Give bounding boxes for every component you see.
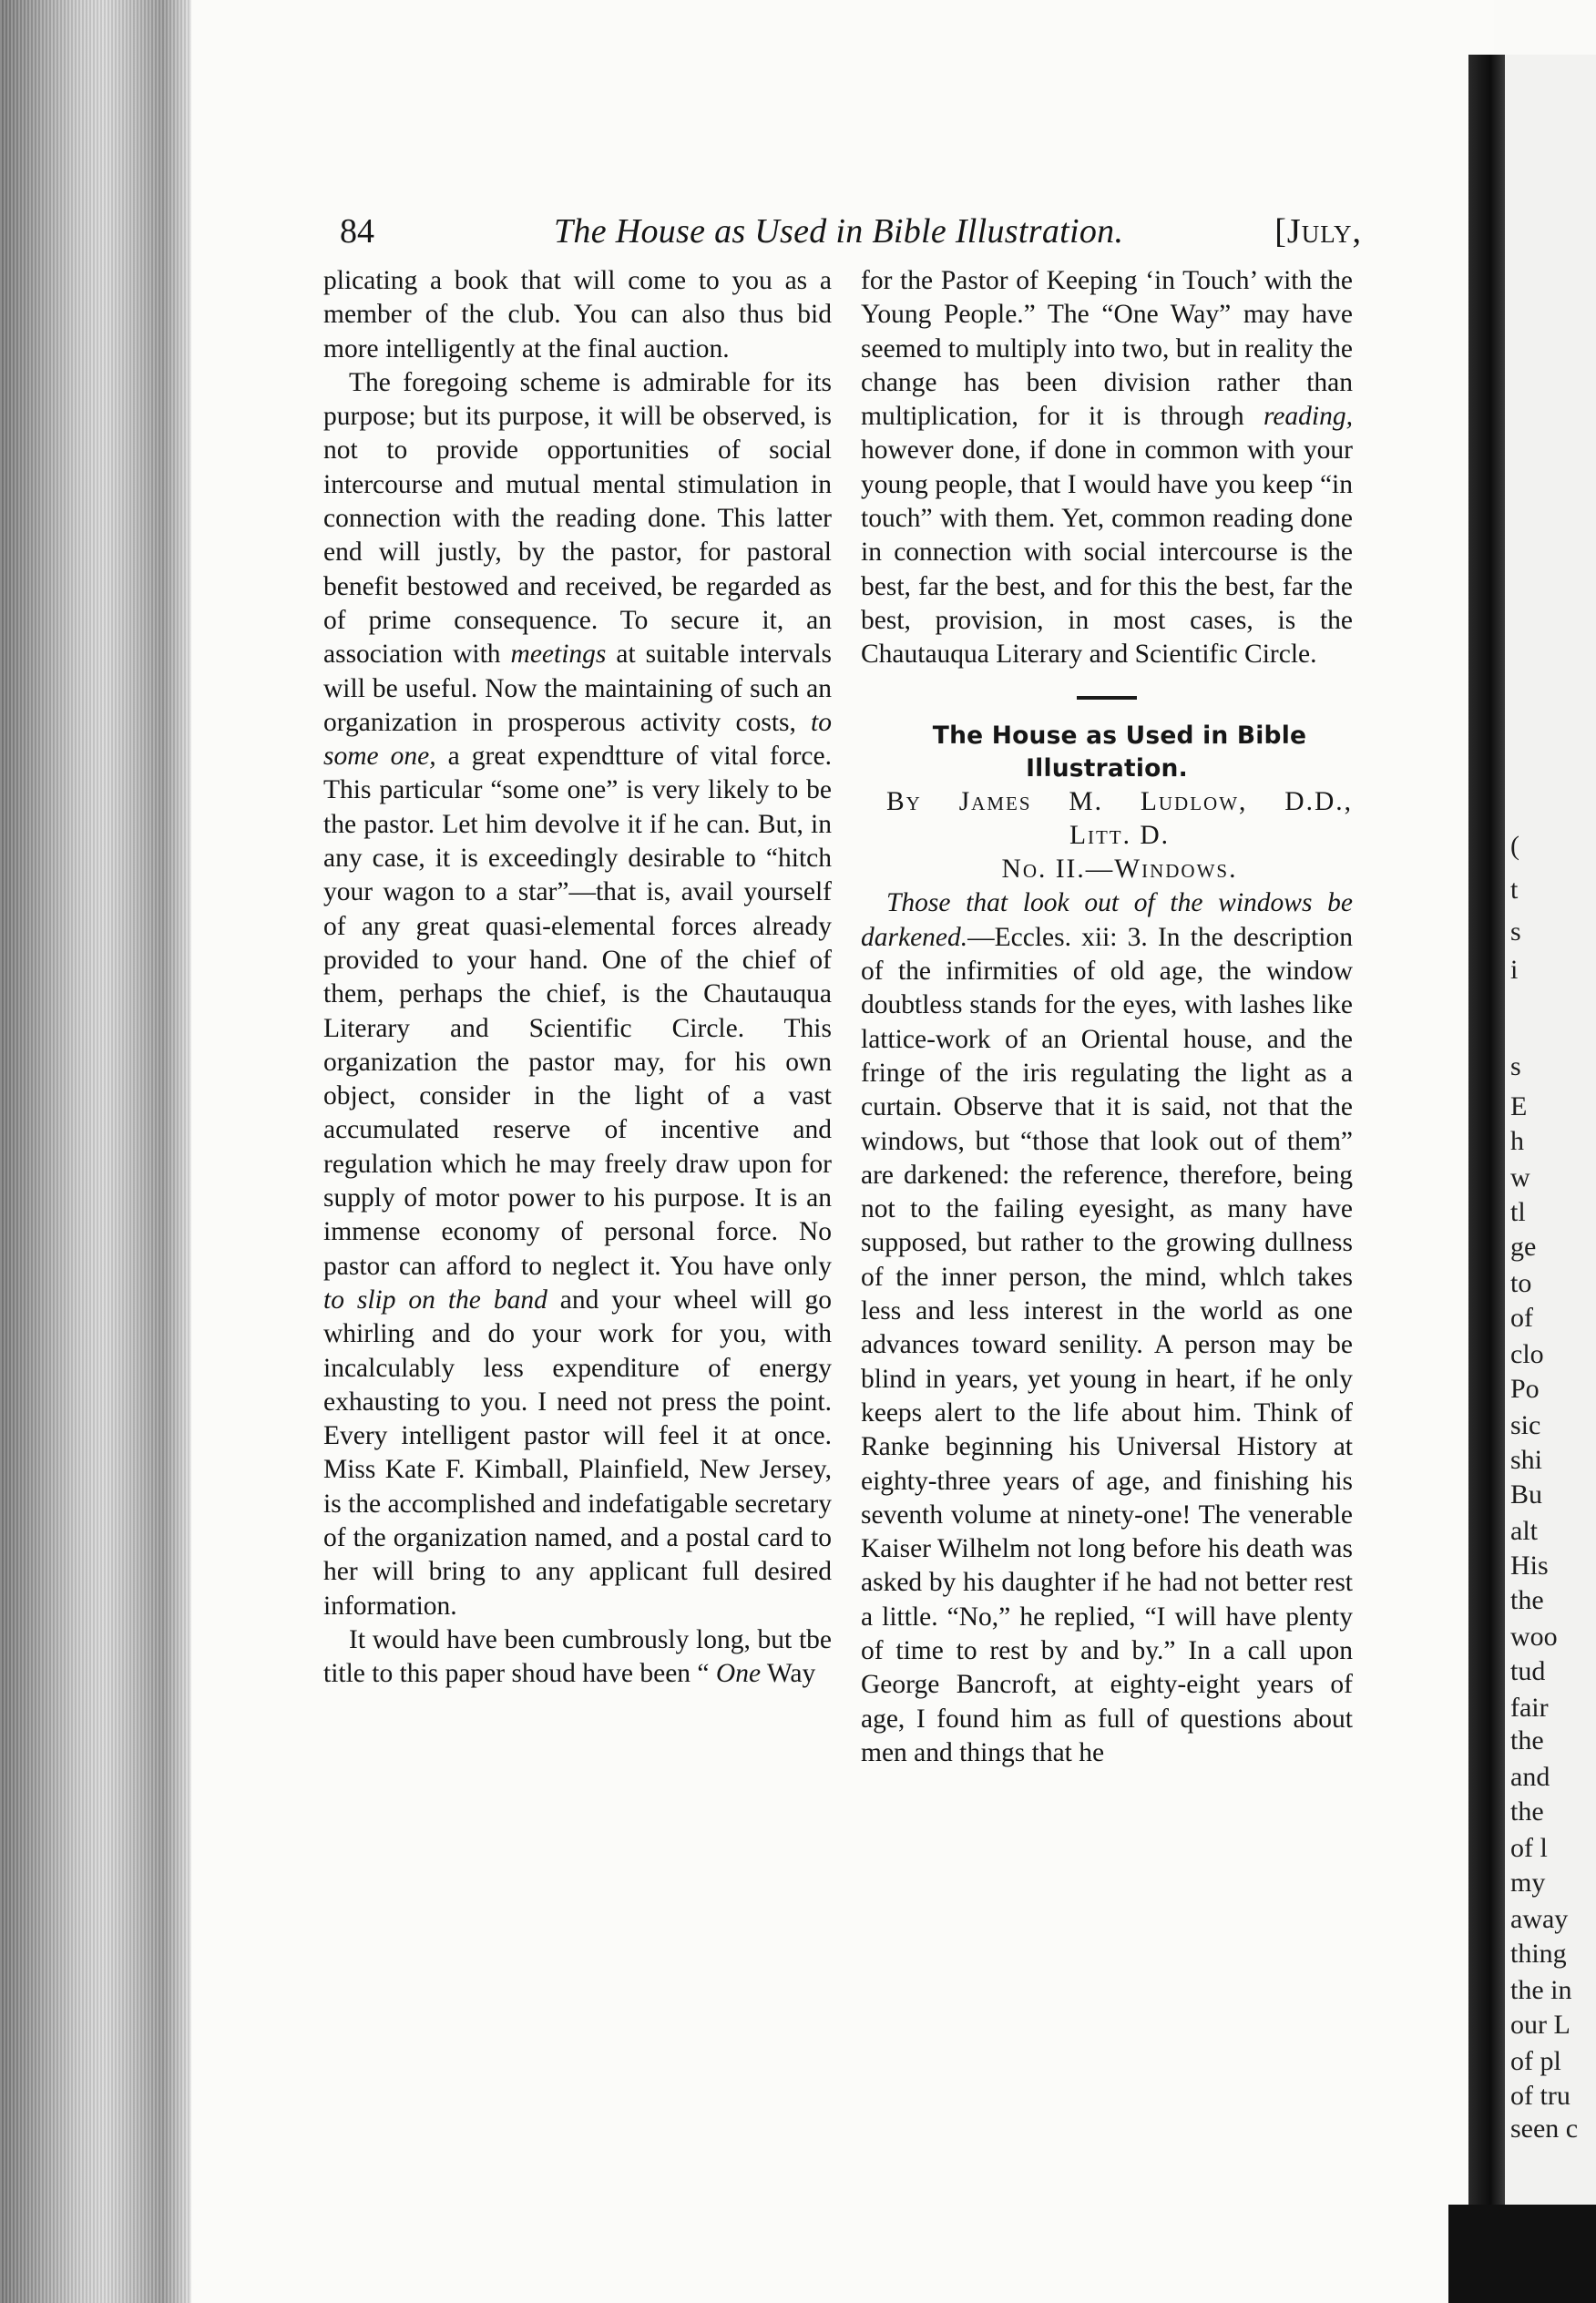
text-run: for the Pastor of Keeping ‘in Touch’ with the Young People.” The “One Way” may have seemed to multiply into two, but in reality the change has been division rather than multiplication, for it is through <box>861 266 1353 432</box>
section-divider-rule <box>1077 696 1137 700</box>
facing-page-text-fragment: of <box>1510 1303 1533 1333</box>
paragraph-one-way <box>861 264 1353 672</box>
text-run: Way <box>761 1659 816 1689</box>
facing-page-text-fragment: my <box>1510 1868 1546 1898</box>
facing-page-text-fragment: and <box>1510 1762 1550 1792</box>
facing-page-text-fragment: alt <box>1510 1516 1538 1546</box>
running-header <box>340 211 1362 257</box>
facing-page-text-fragment: h <box>1510 1126 1524 1156</box>
right-text-column <box>861 264 1353 1770</box>
facing-page-text-fragment: of l <box>1510 1833 1548 1863</box>
facing-page-text-fragment: fair <box>1510 1693 1549 1723</box>
facing-page-text-fragment: ge <box>1510 1232 1537 1262</box>
paragraph-foregoing-scheme <box>323 366 832 1623</box>
facing-page-text-fragment: the in <box>1510 1975 1572 2005</box>
book-edge-gutter <box>0 0 191 2303</box>
running-date: [July, <box>1274 212 1362 251</box>
article-byline-degree: Litt. D. <box>1069 820 1171 850</box>
paragraph-windows <box>861 886 1353 1770</box>
text-run: a great expendtture of vital force. This particular “some one” is very likely to be the pastor. Let him devolve it if he can. But, in any case, it is exceedingly desirable to “hitch your wagon to a star”—that is, avail yourself of any great quasi-elemental forces already provided to your hand. One of the chief of them, perhaps the chief, is the Chautauqua Literary and Scientific Circle. This organization the pastor may, for his own object, consider in the light of a vast accumulated reserve of incentive and regulation which he may freely draw upon for supply of motor power to his purpose. It is an immense economy of personal force. No pastor can afford to neglect it. You have only <box>323 742 832 1281</box>
facing-page-text-fragment: to <box>1510 1268 1532 1298</box>
facing-page-text-fragment: tud <box>1510 1656 1546 1686</box>
facing-page-fragment <box>1505 55 1596 2205</box>
facing-page-text-fragment: s <box>1510 916 1521 947</box>
italic-slip-on-the-band: to slip on the band <box>323 1285 547 1315</box>
text-run: It would have been cumbrously long, but tbe title to this paper shoud have been “ <box>323 1624 832 1689</box>
article-byline: By James M. Ludlow, D.D., <box>886 786 1353 816</box>
text-run: at suitable intervals will be useful. Now the maintaining of such an organization in prosperous activity costs, <box>323 640 832 737</box>
scan-corner-shadow <box>1448 2205 1596 2303</box>
facing-page-text-fragment: shi <box>1510 1445 1543 1475</box>
facing-page-edge <box>1468 55 1505 2205</box>
text-run: The foregoing scheme is admirable for its purpose; but its purpose, it will be observed, is not to provide opportunities of social intercourse and mutual mental stimulation in connection with the reading done. This latter end will justly, by the pastor, for pastoral benefit bestowed and received, be regarded as of prime consequence. To secure it, an association with <box>323 367 832 670</box>
left-text-column <box>323 264 832 1691</box>
facing-page-text-fragment: sic <box>1510 1410 1541 1440</box>
facing-page-text-fragment: of pl <box>1510 2046 1561 2076</box>
paragraph-title-note <box>323 1623 832 1692</box>
facing-page-text-fragment: tl <box>1510 1197 1526 1227</box>
running-title: The House as Used in Bible Illustration. <box>554 212 1124 251</box>
italic-scripture-quote: Those that look out of the windows be darkened. <box>861 888 1353 952</box>
facing-page-text-fragment: i <box>1510 955 1519 985</box>
italic-reading: reading, <box>1263 402 1353 432</box>
text-run: —Eccles. xii: 3. In the description of the infirmities of old age, the window doubtless stands for the eyes, with lashes like lattice-work of an Oriental house, and the fringe of the iris regulating the light as a curtain. Observe that it is said, not that the windows, but “those that look out of them” are darkened: the reference, therefore, being not to the failing eyesight, as many have supposed, but rather to the growing dullness of the inner person, the mind, whlch takes less and less interest in the world as one advances toward senility. A person may be blind in years, yet young in heart, if he only keeps alert to the life about him. Think of Ranke beginning his Universal History at eighty-three years of age, and finishing his seventh volume at ninety-one! The venerable Kaiser Wilhelm not long before his death was asked by his daughter if he had not better rest a little. “No,” he replied, “I will have plenty of time to rest by and by.” In a call upon George Bancroft, at eighty-eight years of age, I found him as full of questions about men and things that he <box>861 922 1353 1767</box>
facing-page-text-fragment: the <box>1510 1796 1544 1827</box>
facing-page-text-fragment: Bu <box>1510 1479 1543 1510</box>
article-title: The House as Used in Bible Illustration. <box>932 721 1307 783</box>
facing-page-text-fragment: ( <box>1510 831 1519 861</box>
text-run: however done, if done in common with your young people, that I would have you keep “in touch” with them. Yet, common reading done in connection with social intercourse is the best, far the best, and for this the best, far the best, provision, in most cases, is the Chautauqua Literary and Scientific Circle. <box>861 435 1353 670</box>
facing-page-text-fragment: the <box>1510 1725 1544 1755</box>
facing-page-text-fragment: E <box>1510 1091 1528 1121</box>
facing-page-text-fragment: thing <box>1510 1939 1567 1969</box>
facing-page-text-fragment: of tru <box>1510 2081 1570 2111</box>
page-number: 84 <box>340 212 374 251</box>
italic-to-some-one: to some one, <box>323 707 832 772</box>
facing-page-text-fragment: Po <box>1510 1374 1540 1404</box>
italic-meetings: meetings <box>510 640 607 670</box>
facing-page-text-fragment: clo <box>1510 1339 1544 1369</box>
italic-one: One <box>715 1659 762 1689</box>
section-title: No. II.—Windows. <box>1001 855 1238 885</box>
facing-page-text-fragment: w <box>1510 1162 1530 1192</box>
facing-page-text-fragment: our L <box>1510 2010 1570 2040</box>
facing-page-text-fragment: His <box>1510 1551 1549 1581</box>
paragraph-continued: plicating a book that will come to you as a member of the club. You can also thus bid more intelligently at the final auction. <box>323 266 832 363</box>
text-run: and your wheel will go whirling and do your work for you, with incalculably less expenditure of energy exhausting to you. I need not press the point. Every intelligent pastor will feel it at once. Miss Kate F. Kimball, Plainfield, New Jersey, is the accomplished and indefatigable secretary of the organization named, and a postal card to her will bring to any applicant full desired information. <box>323 1285 833 1621</box>
facing-page-text-fragment: seen c <box>1510 2114 1579 2144</box>
facing-page-text-fragment: t <box>1510 875 1519 905</box>
facing-page-text-fragment: away <box>1510 1904 1569 1934</box>
facing-page-text-fragment: the <box>1510 1585 1544 1615</box>
facing-page-text-fragment: woo <box>1510 1622 1558 1652</box>
facing-page-text-fragment: s <box>1510 1051 1521 1081</box>
